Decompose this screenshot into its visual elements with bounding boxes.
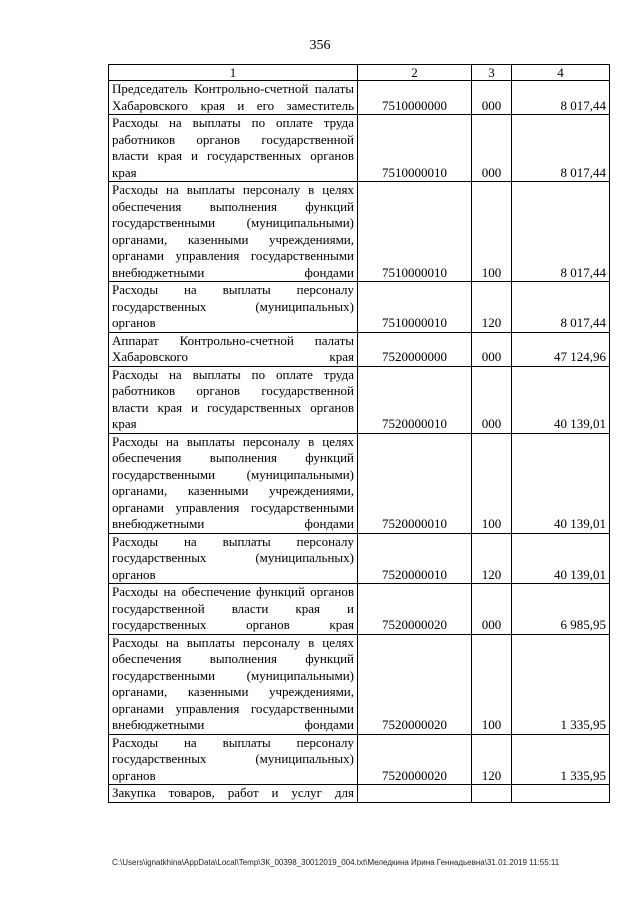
row-sum-cell: 40 139,01 <box>512 433 610 533</box>
footer-file-path: C:\Users\ignatkhina\AppData\Local\Temp\ЗК_00398_30012019_004.txt\Меледкина Ирина Геннадьевна\31.01.2019 11:55:11 <box>112 858 560 867</box>
row-name-cell: Расходы на выплаты персоналу в целях обеспечения выполнения функций государственными (муниципальными) органами, казенными учреждениями, органами управления государственными внебюджетными фондами <box>109 634 358 734</box>
row-name-cell: Расходы на выплаты по оплате труда работников органов государственной власти края и государственных органов края <box>109 366 358 433</box>
row-type-cell: 100 <box>472 433 512 533</box>
row-type-cell: 000 <box>472 584 512 635</box>
row-code-cell: 7520000010 <box>358 366 472 433</box>
row-sum-cell <box>512 785 610 803</box>
row-type-cell: 120 <box>472 282 512 333</box>
table-header-row <box>109 65 610 81</box>
row-type-cell: 000 <box>472 332 512 366</box>
row-name-cell: Аппарат Контрольно-счетной палаты Хабаровского края <box>109 332 358 366</box>
row-code-cell: 7510000000 <box>358 81 472 115</box>
row-name-cell: Расходы на выплаты персоналу государственных (муниципальных) органов <box>109 282 358 333</box>
row-name-cell: Расходы на выплаты персоналу государственных (муниципальных) органов <box>109 734 358 785</box>
column-header-type: 3 <box>472 65 512 81</box>
column-header-code: 2 <box>358 65 472 81</box>
row-type-cell: 000 <box>472 81 512 115</box>
row-name-cell: Расходы на выплаты персоналу государственных (муниципальных) органов <box>109 533 358 584</box>
row-code-cell: 7520000010 <box>358 433 472 533</box>
row-code-cell: 7520000020 <box>358 634 472 734</box>
table-row <box>109 634 610 734</box>
row-type-cell: 100 <box>472 182 512 282</box>
row-code-cell: 7520000020 <box>358 734 472 785</box>
row-sum-cell: 1 335,95 <box>512 634 610 734</box>
row-name-cell: Председатель Контрольно-счетной палаты Хабаровского края и его заместитель <box>109 81 358 115</box>
table-row <box>109 533 610 584</box>
row-type-cell: 120 <box>472 734 512 785</box>
table-row <box>109 433 610 533</box>
row-sum-cell: 6 985,95 <box>512 584 610 635</box>
row-code-cell: 7510000010 <box>358 182 472 282</box>
row-type-cell: 100 <box>472 634 512 734</box>
row-sum-cell: 47 124,96 <box>512 332 610 366</box>
table-row <box>109 366 610 433</box>
table-row <box>109 115 610 182</box>
table-row <box>109 734 610 785</box>
row-sum-cell: 8 017,44 <box>512 182 610 282</box>
row-name-cell: Закупка товаров, работ и услуг для <box>109 785 358 803</box>
row-name-cell: Расходы на выплаты по оплате труда работников органов государственной власти края и государственных органов края <box>109 115 358 182</box>
row-sum-cell: 40 139,01 <box>512 533 610 584</box>
row-type-cell: 000 <box>472 366 512 433</box>
budget-table <box>108 64 610 803</box>
row-code-cell: 7510000010 <box>358 115 472 182</box>
column-header-sum: 4 <box>512 65 610 81</box>
table-row <box>109 332 610 366</box>
row-sum-cell: 8 017,44 <box>512 81 610 115</box>
table-row <box>109 282 610 333</box>
row-name-cell: Расходы на выплаты персоналу в целях обеспечения выполнения функций государственными (муниципальными) органами, казенными учреждениями, органами управления государственными внебюджетными фондами <box>109 182 358 282</box>
row-sum-cell: 8 017,44 <box>512 282 610 333</box>
row-code-cell <box>358 785 472 803</box>
column-header-name: 1 <box>109 65 358 81</box>
table-row <box>109 81 610 115</box>
row-sum-cell: 40 139,01 <box>512 366 610 433</box>
row-name-cell: Расходы на обеспечение функций органов государственной власти края и государственных органов края <box>109 584 358 635</box>
table-row <box>109 182 610 282</box>
page-number: 356 <box>309 38 331 53</box>
table-row <box>109 785 610 803</box>
table-row <box>109 584 610 635</box>
row-sum-cell: 1 335,95 <box>512 734 610 785</box>
row-code-cell: 7520000000 <box>358 332 472 366</box>
row-type-cell: 120 <box>472 533 512 584</box>
row-type-cell <box>472 785 512 803</box>
row-name-cell: Расходы на выплаты персоналу в целях обеспечения выполнения функций государственными (муниципальными) органами, казенными учреждениями, органами управления государственными внебюджетными фондами <box>109 433 358 533</box>
row-code-cell: 7510000010 <box>358 282 472 333</box>
row-code-cell: 7520000020 <box>358 584 472 635</box>
row-code-cell: 7520000010 <box>358 533 472 584</box>
row-type-cell: 000 <box>472 115 512 182</box>
row-sum-cell: 8 017,44 <box>512 115 610 182</box>
